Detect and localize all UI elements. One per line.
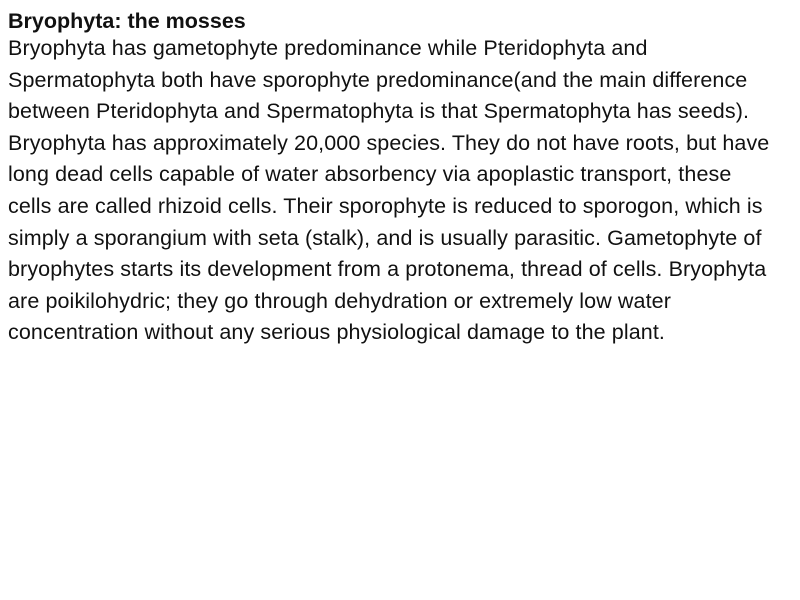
document-body-text: Bryophyta has gametophyte predominance while Pteridophyta and Spermatophyta both have sporophyte predominance(and the main difference between Pteridophyta and Spermatophyta is that Spermatophyta has seeds). Bryophyta has approximately 20,000 species. They do not have roots, but have long dead cells capable of water absorbency via apoplastic transport, these cells are called rhizoid cells. Their sporophyte is reduced to sporogon, which is simply a sporangium with seta (stalk), and is usually parasitic. Gametophyte of bryophytes starts its development from a protonema, thread of cells. Bryophyta are poikilohydric; they go through dehydration or extremely low water concentration without any serious physiological damage to the plant. xyxy=(8,36,770,345)
document-title: Bryophyta: the mosses xyxy=(8,9,246,33)
text-block xyxy=(8,9,778,349)
